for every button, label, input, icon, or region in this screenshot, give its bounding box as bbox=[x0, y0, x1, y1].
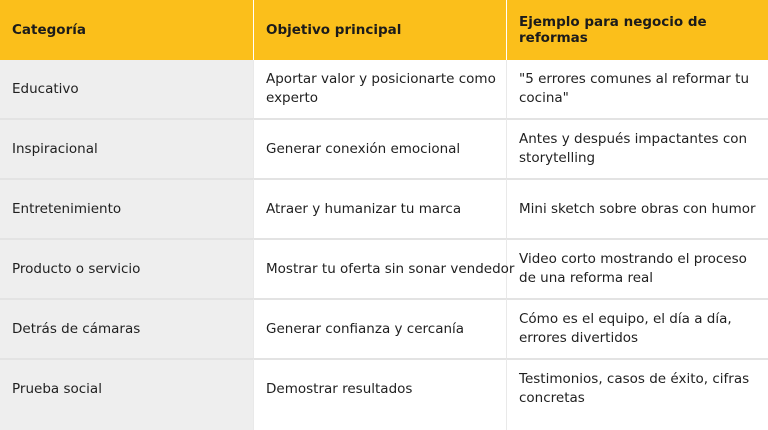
cell-categoria: Producto o servicio bbox=[0, 238, 253, 298]
cell-categoria: Detrás de cámaras bbox=[0, 298, 253, 358]
table-row bbox=[0, 118, 768, 178]
table-row bbox=[0, 298, 768, 358]
header-categoria: Categoría bbox=[0, 0, 253, 60]
table-row bbox=[0, 60, 768, 118]
cell-categoria: Entretenimiento bbox=[0, 178, 253, 238]
cell-objetivo: Demostrar resultados bbox=[253, 358, 506, 430]
cell-ejemplo: Antes y después impactantes con storytelling bbox=[506, 118, 768, 178]
cell-categoria: Educativo bbox=[0, 60, 253, 118]
cell-ejemplo: "5 errores comunes al reformar tu cocina" bbox=[506, 60, 768, 118]
cell-objetivo: Atraer y humanizar tu marca bbox=[253, 178, 506, 238]
cell-objetivo: Generar confianza y cercanía bbox=[253, 298, 506, 358]
cell-ejemplo: Video corto mostrando el proceso de una reforma real bbox=[506, 238, 768, 298]
cell-objetivo: Mostrar tu oferta sin sonar vendedor bbox=[253, 238, 506, 298]
cell-objetivo: Aportar valor y posicionarte como experto bbox=[253, 60, 506, 118]
table-row bbox=[0, 358, 768, 430]
cell-ejemplo: Testimonios, casos de éxito, cifras concretas bbox=[506, 358, 768, 430]
header-objetivo: Objetivo principal bbox=[253, 0, 506, 60]
cell-ejemplo: Mini sketch sobre obras con humor bbox=[506, 178, 768, 238]
cell-categoria: Inspiracional bbox=[0, 118, 253, 178]
table-row bbox=[0, 178, 768, 238]
cell-ejemplo: Cómo es el equipo, el día a día, errores divertidos bbox=[506, 298, 768, 358]
table-header-row bbox=[0, 0, 768, 60]
table-row bbox=[0, 238, 768, 298]
cell-objetivo: Generar conexión emocional bbox=[253, 118, 506, 178]
cell-categoria: Prueba social bbox=[0, 358, 253, 430]
header-ejemplo: Ejemplo para negocio de reformas bbox=[506, 0, 768, 60]
